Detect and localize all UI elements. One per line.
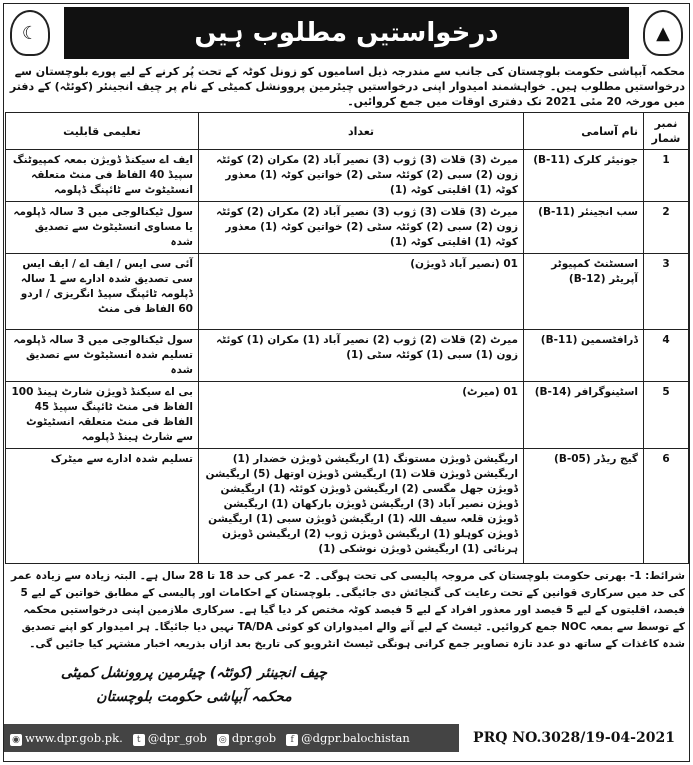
instagram-link[interactable]: ◎ dpr.gob xyxy=(217,731,276,746)
instagram-icon: ◎ xyxy=(217,734,229,746)
facebook-icon: f xyxy=(286,734,298,746)
website-link[interactable]: ◉ www.dpr.gob.pk. xyxy=(10,731,123,746)
globe-icon: ◉ xyxy=(10,734,22,746)
row-number: 1 xyxy=(644,150,689,202)
facebook-link[interactable]: f @dgpr.balochistan xyxy=(286,731,410,746)
irrigation-logo: ▲ xyxy=(643,10,683,56)
post-name: ڈرافٹسمین (B-11) xyxy=(524,330,644,382)
ad-frame xyxy=(3,3,690,762)
twitter-icon: t xyxy=(133,734,145,746)
title-band xyxy=(64,7,629,59)
table-row xyxy=(6,382,689,449)
header-qualification: تعلیمی قابلیت xyxy=(6,113,199,150)
header-number: نمبر شمار xyxy=(644,113,689,150)
post-name: جونیئر کلرک (B-11) xyxy=(524,150,644,202)
table-row xyxy=(6,330,689,382)
post-name: اسسٹنٹ کمپیوٹر آپریٹر (B-12) xyxy=(524,254,644,330)
table-row xyxy=(6,150,689,202)
row-number: 2 xyxy=(644,202,689,254)
signature-line-1: چیف انجینئر (کوئٹہ) چیئرمین پروونشل کمیٹی xyxy=(60,665,328,681)
qualification: تسلیم شدہ ادارے سے میٹرک xyxy=(6,449,199,564)
header-post: نام آسامی xyxy=(524,113,644,150)
post-count: 01 (نصیر آباد ڈویژن) xyxy=(199,254,524,330)
qualification: سول ٹیکنالوجی میں 3 سالہ ڈپلومہ تسلیم شدہ انسٹیٹوٹ سے تصدیق شدہ xyxy=(6,330,199,382)
prq-number: PRQ NO.3028/19-04-2021 xyxy=(473,730,675,746)
header xyxy=(4,4,689,62)
table-row xyxy=(6,449,689,564)
table-row xyxy=(6,254,689,330)
qualification: ایف اے سیکنڈ ڈویژن بمعہ کمپیوٹنگ سپیڈ 40 الفاظ فی منٹ متعلقہ انسٹیٹوٹ سے ٹائپنگ ڈپلومہ xyxy=(6,150,199,202)
qualification: آئی سی ایس / ایف اے / ایف ایس سی تصدیق شدہ ادارے سے 1 سالہ ڈپلومہ ٹائپنگ سپیڈ انگریزی / اردو 60 الفاظ فی منٹ xyxy=(6,254,199,330)
conditions-label: شرائط: xyxy=(645,570,685,582)
row-number: 3 xyxy=(644,254,689,330)
header-count: تعداد xyxy=(199,113,524,150)
post-count: میرٹ (3) قلات (3) ژوب (3) نصیر آباد (2) مکران (2) کوئٹہ زون (2) سبی (2) کوئٹہ سٹی (2) خواتین کوٹہ (1) معذور کوٹہ (1) اقلیتی کوٹہ (1) xyxy=(199,150,524,202)
post-name: گیج ریڈر (B-05) xyxy=(524,449,644,564)
post-count: اریگیشن ڈویژن مستونگ (1) اریگیشن ڈویژن خضدار (1) اریگیشن ڈویژن قلات (1) اریگیشن ڈویژن اوتھل (5) اریگیشن ڈویژن جھل مگسی (2) اریگیشن ڈویژن کوئٹہ (1) اریگیشن ڈویژن نصیر آباد (3) اریگیشن ڈویژن بارکھان (1) اریگیشن ڈویژن قلعہ سیف اللہ (1) اریگیشن ڈویژن سبی (1) اریگیشن ڈویژن کوہلو (1) اریگیشن ڈویژن ژوب (2) اریگیشن ڈویژن ہرنائی (1) اریگیشن ڈویژن نوشکی (1) xyxy=(199,449,524,564)
table-row xyxy=(6,202,689,254)
post-name: اسٹینوگرافر (B-14) xyxy=(524,382,644,449)
table-header xyxy=(6,113,689,150)
signature xyxy=(44,661,344,709)
qualification: سول ٹیکنالوجی میں 3 سالہ ڈپلومہ یا مساوی انسٹیٹوٹ سے تصدیق شدہ xyxy=(6,202,199,254)
qualification: بی اے سیکنڈ ڈویژن شارٹ ہینڈ 100 الفاظ فی منٹ ٹائپنگ سپیڈ 45 الفاظ فی منٹ متعلقہ انسٹیٹوٹ سے شارٹ ہینڈ ڈپلومہ xyxy=(6,382,199,449)
social-bar xyxy=(4,724,459,752)
post-count: میرٹ (3) قلات (3) ژوب (3) نصیر آباد (2) مکران (2) کوئٹہ زون (2) سبی (2) کوئٹہ سٹی (2) خواتین کوٹہ (1) معذور کوٹہ (1) اقلیتی کوٹہ (1) xyxy=(199,202,524,254)
twitter-link[interactable]: t @dpr_gob xyxy=(133,731,207,746)
row-number: 4 xyxy=(644,330,689,382)
row-number: 5 xyxy=(644,382,689,449)
posts-table xyxy=(5,112,689,564)
signature-line-2: محکمہ آبپاشی حکومت بلوچستان xyxy=(96,689,292,705)
ad-title: درخواستیں مطلوب ہیں xyxy=(194,18,499,48)
footer xyxy=(4,715,689,761)
conditions-text: 1- بھرتی حکومت بلوچستان کی مروجہ پالیسی کی تحت ہوگی۔ 2- عمر کی حد 18 تا 28 سال ہے۔ البتہ زیادہ سے زیادہ عمر کی حد میں سرکاری قوانین کے تحت رعایت کی گنجائش دی جائیگی۔ بلوچستان کے احکامات اور پالیسی کے مطابق خواتین کے لیے 5 فیصد، اقلیتوں کے لیے 5 فیصد اور معذور افراد کے لیے 5 فیصد کوٹہ مختص کر دیا گیا ہے۔ سرکاری ملازمین اپنی درخواستیں محکمہ کے توسط سے بمعہ NOC جمع کروائیں۔ ٹیسٹ کے لیے آنے والے امیدواران کو کوئی TA/DA نہیں دیا جائیگا۔ ہر امیدوار کو اپنے تصدیق شدہ کاغذات کے ساتھ دو عدد تازہ تصاویر جمع کرانی ہونگی ٹیسٹ انٹرویو کی تاریخ بعد ازاں بذریعہ اخبار مشتہر کیا جائیں گی۔ xyxy=(11,570,685,650)
balochistan-logo: ☾ xyxy=(10,10,50,56)
conditions xyxy=(4,564,689,655)
intro-text: محکمہ آبپاشی حکومت بلوچستان کی جانب سے مندرجہ ذیل اسامیوں کو زونل کوٹہ کے تحت پُر کرنے کے لیے پورے بلوچستان سے درخواستیں مطلوب ہیں۔ خواہشمند امیدوار اپنی درخواستیں چیئرمین پروونشل کمیٹی کے نام پر چیف انجینئر (کوئٹہ) کے دفتر میں مورخہ 20 مئی 2021 تک دفتری اوقات میں جمع کروائیں۔ xyxy=(9,65,685,108)
post-count: 01 (میرٹ) xyxy=(199,382,524,449)
post-count: میرٹ (2) قلات (2) ژوب (2) نصیر آباد (1) مکران (1) کوئٹہ زون (1) سبی (1) کوئٹہ سٹی (1) xyxy=(199,330,524,382)
post-name: سب انجینئر (B-11) xyxy=(524,202,644,254)
row-number: 6 xyxy=(644,449,689,564)
